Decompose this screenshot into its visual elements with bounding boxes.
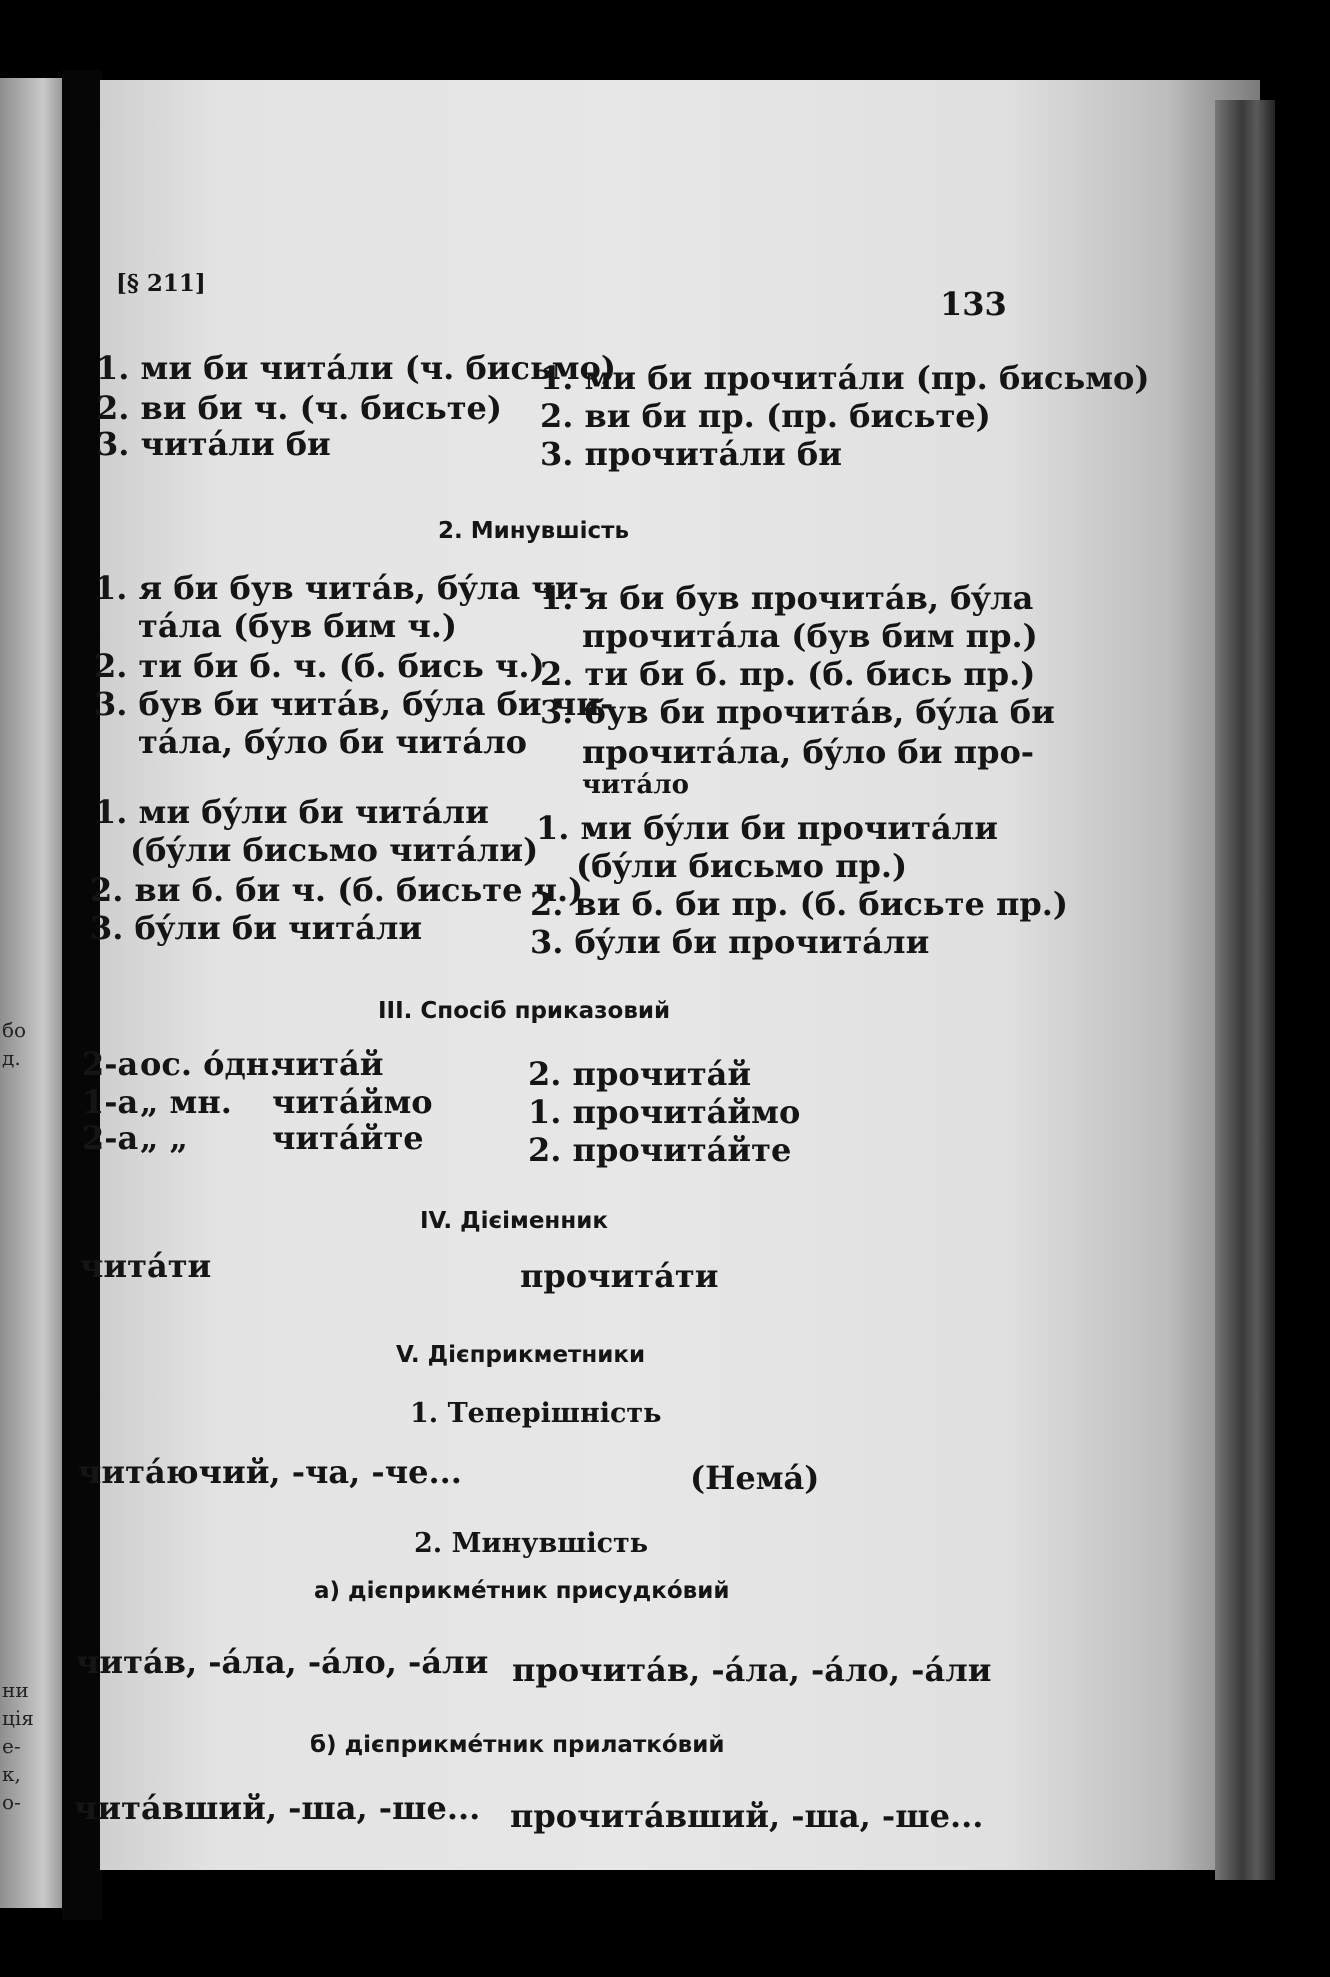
imperative-form: 2. прочитáй xyxy=(528,1055,752,1093)
conj-line: (бýли бисьмо читáли) xyxy=(130,831,539,869)
conj-line: 3. прочитáли би xyxy=(540,435,842,473)
margin-fragment: о- xyxy=(2,1790,21,1814)
conj-line: прочитáла, бýло би про- xyxy=(582,733,1035,771)
participle-form: (Немá) xyxy=(690,1459,820,1497)
imperative-form: 1. прочитáймо xyxy=(528,1093,801,1131)
conj-line: 2. ви б. би пр. (б. бисьте пр.) xyxy=(530,885,1069,923)
section-heading: III. Спосіб приказовий xyxy=(378,998,671,1024)
margin-fragment: ни xyxy=(2,1678,29,1702)
imperative-form: 2. прочитáйте xyxy=(528,1131,792,1169)
margin-fragment: д. xyxy=(2,1046,21,1070)
conj-line: 1. ми бýли би читáли xyxy=(94,793,489,831)
imperative-number: „ „ xyxy=(140,1119,188,1157)
conj-line: 3. був би читáв, бýла би чи- xyxy=(94,685,614,723)
section-heading: V. Дієприкметники xyxy=(396,1342,646,1368)
subsection-heading: а) дієприкмéтник присудкóвий xyxy=(314,1578,730,1604)
margin-fragment: к, xyxy=(2,1762,21,1786)
imperative-form: читáймо xyxy=(272,1083,433,1121)
conj-line: 3. бýли би прочитáли xyxy=(530,923,930,961)
conj-line: 1. ми би прочитáли (пр. бисьмо) xyxy=(540,359,1150,397)
page-number: 133 xyxy=(940,285,1007,323)
conj-line: 1. я би був прочитáв, бýла xyxy=(540,579,1034,617)
conj-line: 3. бýли би читáли xyxy=(90,909,423,947)
margin-fragment: бо xyxy=(2,1018,27,1042)
subsection-heading: 1. Теперішність xyxy=(410,1398,662,1429)
infinitive-form: прочитáти xyxy=(520,1257,719,1295)
conj-line: тáла, бýло би читáло xyxy=(138,723,527,761)
imperative-form: читáйте xyxy=(272,1119,424,1157)
imperative-person: 2-а xyxy=(82,1045,139,1083)
subsection-heading: 2. Минувшість xyxy=(414,1528,649,1559)
conj-line: прочитáла (був бим пр.) xyxy=(582,617,1038,655)
subsection-heading: б) дієприкмéтник прилаткóвий xyxy=(310,1732,725,1758)
conj-line: читáло xyxy=(582,770,689,800)
conj-line: 2. ви би пр. (пр. бисьте) xyxy=(540,397,991,435)
imperative-person: 2-а xyxy=(82,1119,139,1157)
imperative-person: 1-а xyxy=(82,1083,139,1121)
imperative-number: ос. óдн. xyxy=(140,1045,281,1083)
conj-line: (бýли бисьмо пр.) xyxy=(576,847,908,885)
participle-form: прочитáвший, -ша, -ше... xyxy=(510,1797,984,1835)
conj-line: 3. читáли би xyxy=(96,425,331,463)
imperative-form: читáй xyxy=(272,1045,384,1083)
conj-line: 2. ти би б. ч. (б. бись ч.) xyxy=(94,647,545,685)
conj-line: 1. ми би читáли (ч. бисьмо) xyxy=(96,349,616,387)
conj-line: 3. був би прочитáв, бýла би xyxy=(540,693,1055,731)
participle-form: читáючий, -ча, -че... xyxy=(78,1453,462,1491)
section-reference: [§ 211] xyxy=(116,270,206,297)
section-heading: IV. Дієіменник xyxy=(420,1208,608,1234)
infinitive-form: читáти xyxy=(80,1247,212,1285)
conj-line: 2. ти би б. пр. (б. бись пр.) xyxy=(540,655,1036,693)
page-right-shadow xyxy=(1215,100,1275,1880)
imperative-number: „ мн. xyxy=(140,1083,232,1121)
conj-line: 2. ви би ч. (ч. бисьте) xyxy=(96,389,503,427)
participle-form: читáвший, -ша, -ше... xyxy=(74,1789,481,1827)
conj-line: тáла (був бим ч.) xyxy=(138,607,458,645)
adjacent-page-edge xyxy=(0,78,62,1908)
margin-fragment: ція xyxy=(2,1706,34,1730)
subsection-heading: 2. Минувшість xyxy=(438,518,630,544)
margin-fragment: е- xyxy=(2,1734,21,1758)
conj-line: 1. я би був читáв, бýла чи- xyxy=(94,569,592,607)
conj-line: 2. ви б. би ч. (б. бисьте ч.) xyxy=(90,871,584,909)
participle-form: прочитáв, -áла, -áло, -áли xyxy=(512,1651,992,1689)
participle-form: читáв, -áла, -áло, -áли xyxy=(76,1643,489,1681)
conj-line: 1. ми бýли би прочитáли xyxy=(536,809,998,847)
